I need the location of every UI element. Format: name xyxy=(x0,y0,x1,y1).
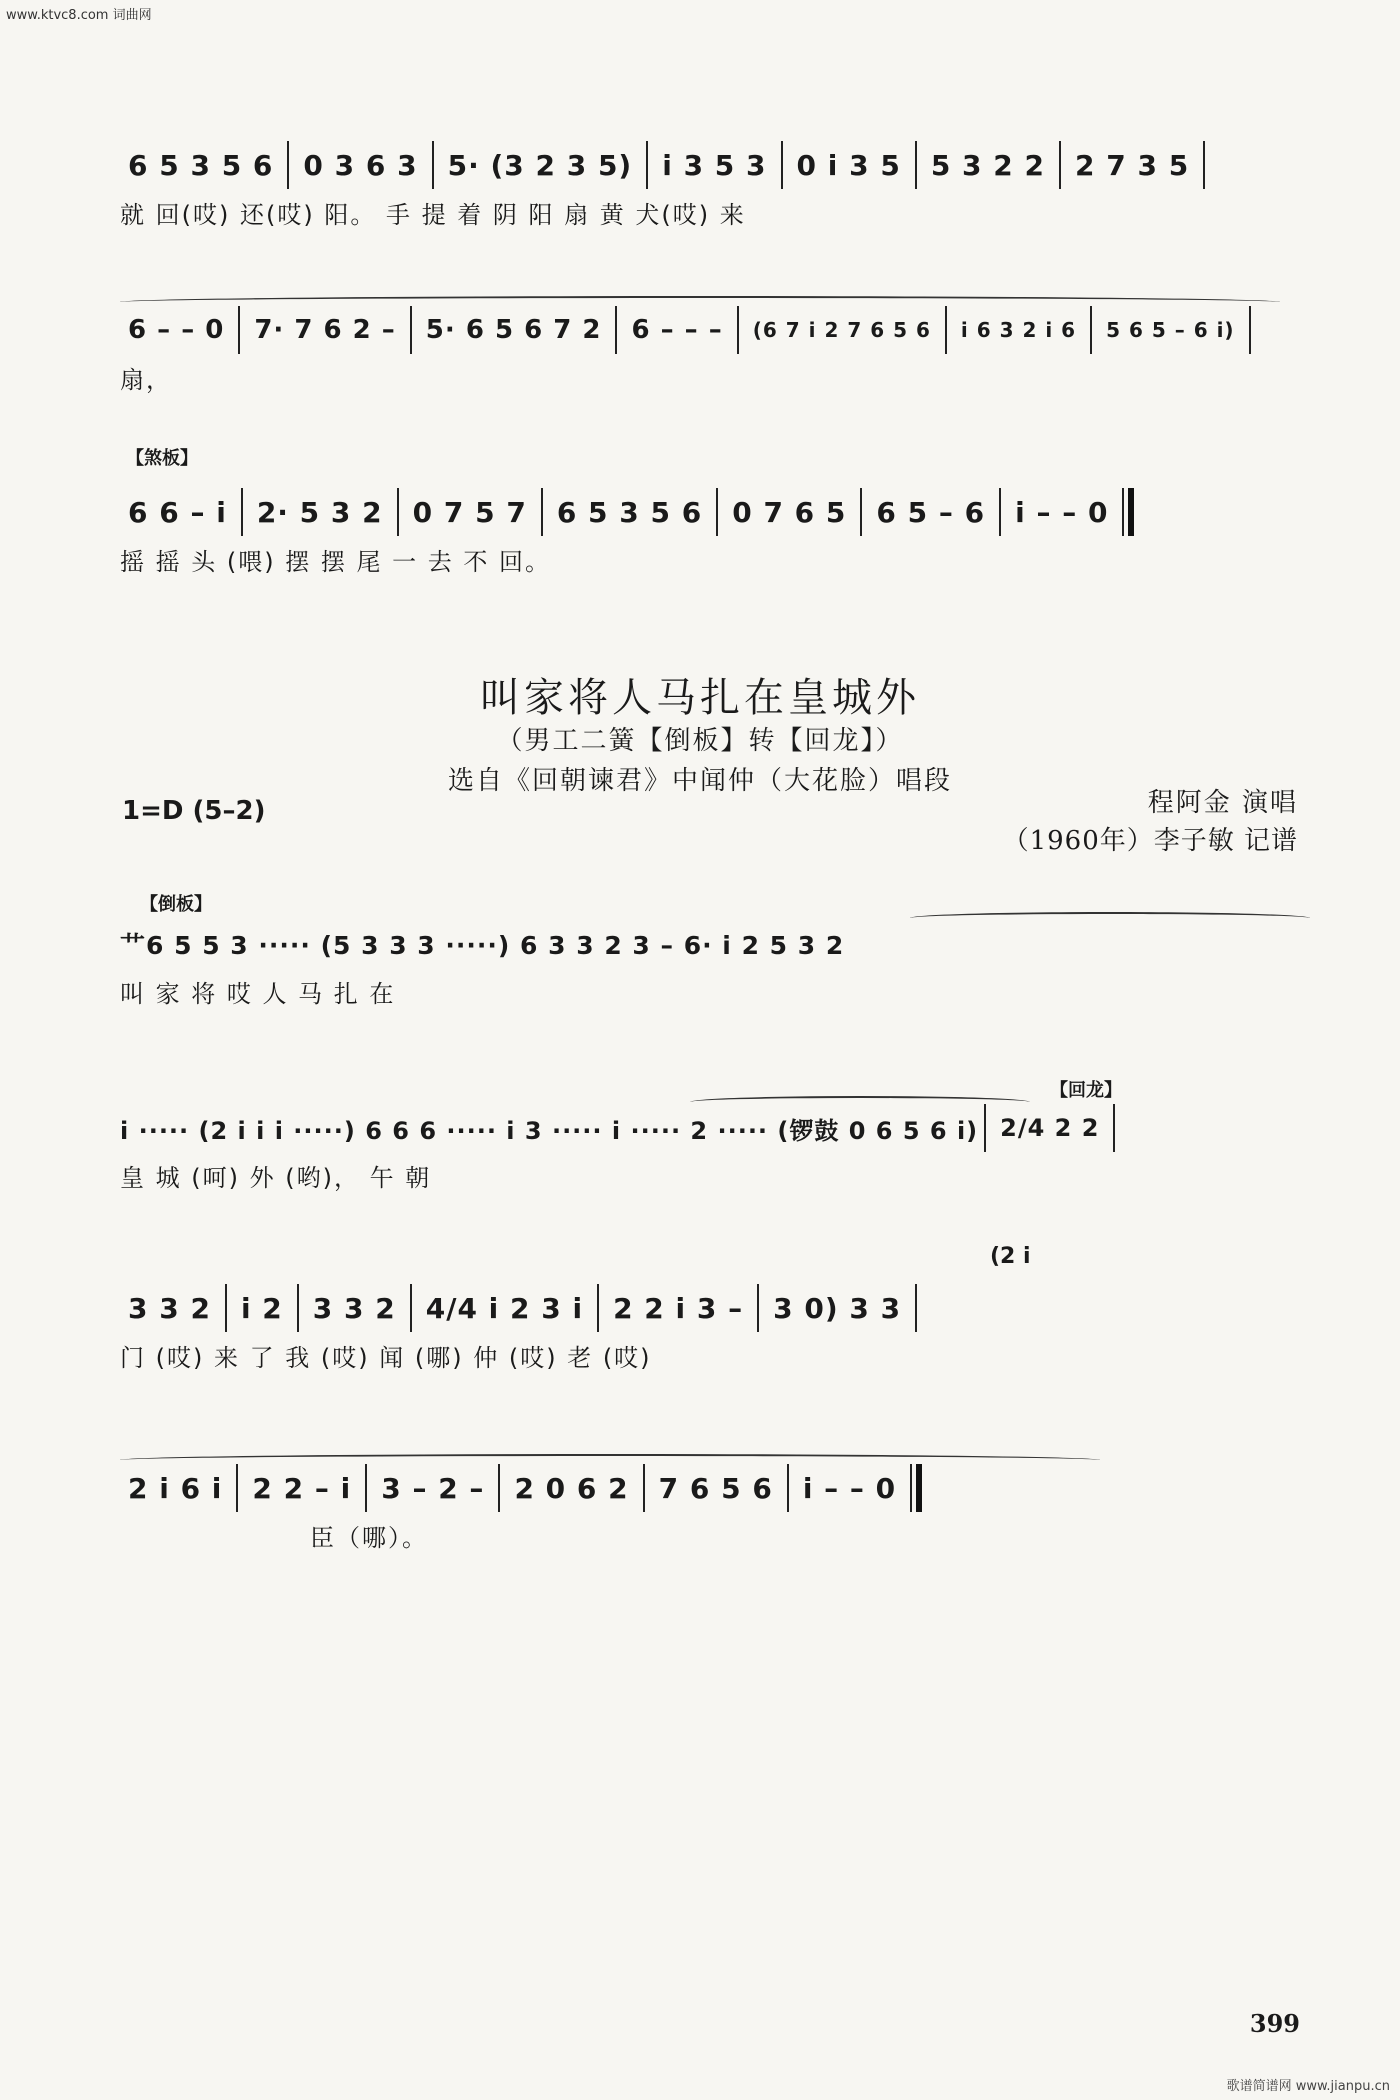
song-title: 叫家将人马扎在皇城外 xyxy=(480,675,920,721)
system-4 xyxy=(120,914,1310,1014)
measure: (6 7 i 2 7 6 5 6 xyxy=(752,318,931,342)
measure: 6 5 3 5 6 xyxy=(128,148,274,182)
free-meter-notes: i ····· (2 i i i ·····) 6 6 6 ····· i 3 ····· i ····· 2 ····· (锣鼓 0 6 5 6 i) xyxy=(120,1116,979,1145)
system-1-lyrics: 就 回(哎) 还(哎) 阳。 手 提 着 阴 阳 扇 黄 犬(哎) 来 xyxy=(120,201,746,229)
system-6 xyxy=(120,1244,1310,1378)
measure: 2 2 i 3 – xyxy=(613,1291,744,1325)
system-4-lyrics: 叫 家 将 哎 人 马 扎 在 xyxy=(120,980,396,1008)
measure: 5· (3 2 3 5) xyxy=(447,148,633,182)
system-2 xyxy=(120,300,1310,400)
system-6-notes xyxy=(120,1278,1310,1338)
measure: 6 6 – i xyxy=(128,495,227,529)
measure: 6 5 – 6 xyxy=(876,495,986,529)
measure: 2 i 6 i xyxy=(128,1471,223,1505)
measure: 2 0 6 2 xyxy=(514,1471,629,1505)
system-7-notes xyxy=(120,1458,1310,1518)
recorder-credit: （1960年）李子敏 记谱 xyxy=(1002,826,1298,856)
measure: 7· 7 6 2 – xyxy=(254,315,396,345)
system-1-notes xyxy=(120,135,1310,195)
measure: i 2 xyxy=(240,1291,283,1325)
measure: 0 7 5 7 xyxy=(412,495,527,529)
measure: i – – 0 xyxy=(1015,495,1109,529)
measure: 5 3 2 2 xyxy=(930,148,1046,182)
long-tie xyxy=(120,296,1280,308)
section-label-daoban: 【倒板】 xyxy=(140,894,212,915)
system-2-lyrics: 扇， xyxy=(120,366,172,394)
measure: 4/4 i 2 3 i xyxy=(425,1291,584,1325)
key-signature: 1=D (5–2) xyxy=(122,796,266,826)
system-3-notes xyxy=(120,482,1310,542)
system-6-lyrics: 门 (哎) 来 了 我 (哎) 闻 (哪) 仲 (哎) 老 (哎) xyxy=(120,1344,652,1372)
measure: 6 – – 0 xyxy=(128,315,225,345)
watermark-bottom: 歌谱简谱网 www.jianpu.cn xyxy=(1226,2079,1390,2094)
system-7-lyrics: 臣（哪）。 xyxy=(310,1524,428,1552)
system-7 xyxy=(120,1458,1310,1558)
system-4-notes: 艹6 5 5 3 ····· (5 3 3 3 ·····) 6 3 3 2 3 – 6· i 2 5 3 2 xyxy=(120,931,845,960)
page-number: 399 xyxy=(1249,2009,1300,2038)
system-5 xyxy=(120,1098,1310,1198)
long-tie xyxy=(910,912,1310,924)
measure: 0 7 6 5 xyxy=(732,495,847,529)
measure: i 6 3 2 i 6 xyxy=(960,318,1077,342)
system-2-notes xyxy=(120,300,1310,360)
measure: 2 7 3 5 xyxy=(1075,148,1190,182)
system-3 xyxy=(120,482,1310,582)
measure: 3 3 2 xyxy=(312,1291,396,1325)
singer-credit: 程阿金 演唱 xyxy=(1147,788,1298,818)
measure: 2 2 – i xyxy=(252,1471,352,1505)
measure: 0 3 6 3 xyxy=(303,148,418,182)
measure: 2/4 2 2 xyxy=(1000,1114,1100,1142)
long-tie xyxy=(120,1454,1100,1466)
song-source: 选自《回朝谏君》中闻仲（大花脸）唱段 xyxy=(447,766,952,796)
measure: 5 6 5 – 6 i) xyxy=(1106,318,1235,342)
measure: 3 3 2 xyxy=(128,1291,211,1325)
measure: 6 – – – xyxy=(631,315,723,345)
system-5-lyrics: 皇 城 (呵) 外 (哟)， 午 朝 xyxy=(120,1164,432,1192)
measure: 2· 5 3 2 xyxy=(256,495,383,529)
section-label-huilong: 【回龙】 xyxy=(1050,1080,1122,1101)
long-tie xyxy=(690,1096,1030,1108)
measure: 6 5 3 5 6 xyxy=(556,495,703,529)
measure: i 3 5 3 xyxy=(662,148,767,182)
grace-notes: (2 i xyxy=(990,1244,1031,1269)
measure: 3 0) 3 3 xyxy=(773,1291,902,1325)
measure: 7 6 5 6 xyxy=(658,1471,773,1505)
system-1 xyxy=(120,135,1310,235)
system-3-lyrics: 摇 摇 头 (喂) 摆 摆 尾 一 去 不 回。 xyxy=(120,548,552,576)
measure: 0 i 3 5 xyxy=(796,148,901,182)
measure: 3 – 2 – xyxy=(381,1471,485,1505)
song-subtitle: （男工二簧【倒板】转【回龙】） xyxy=(496,726,904,756)
watermark-top: www.ktvc8.com 词曲网 xyxy=(6,8,152,23)
measure: 5· 6 5 6 7 2 xyxy=(425,315,602,345)
measure: i – – 0 xyxy=(802,1471,897,1505)
section-label-shaban: 【煞板】 xyxy=(126,448,198,469)
